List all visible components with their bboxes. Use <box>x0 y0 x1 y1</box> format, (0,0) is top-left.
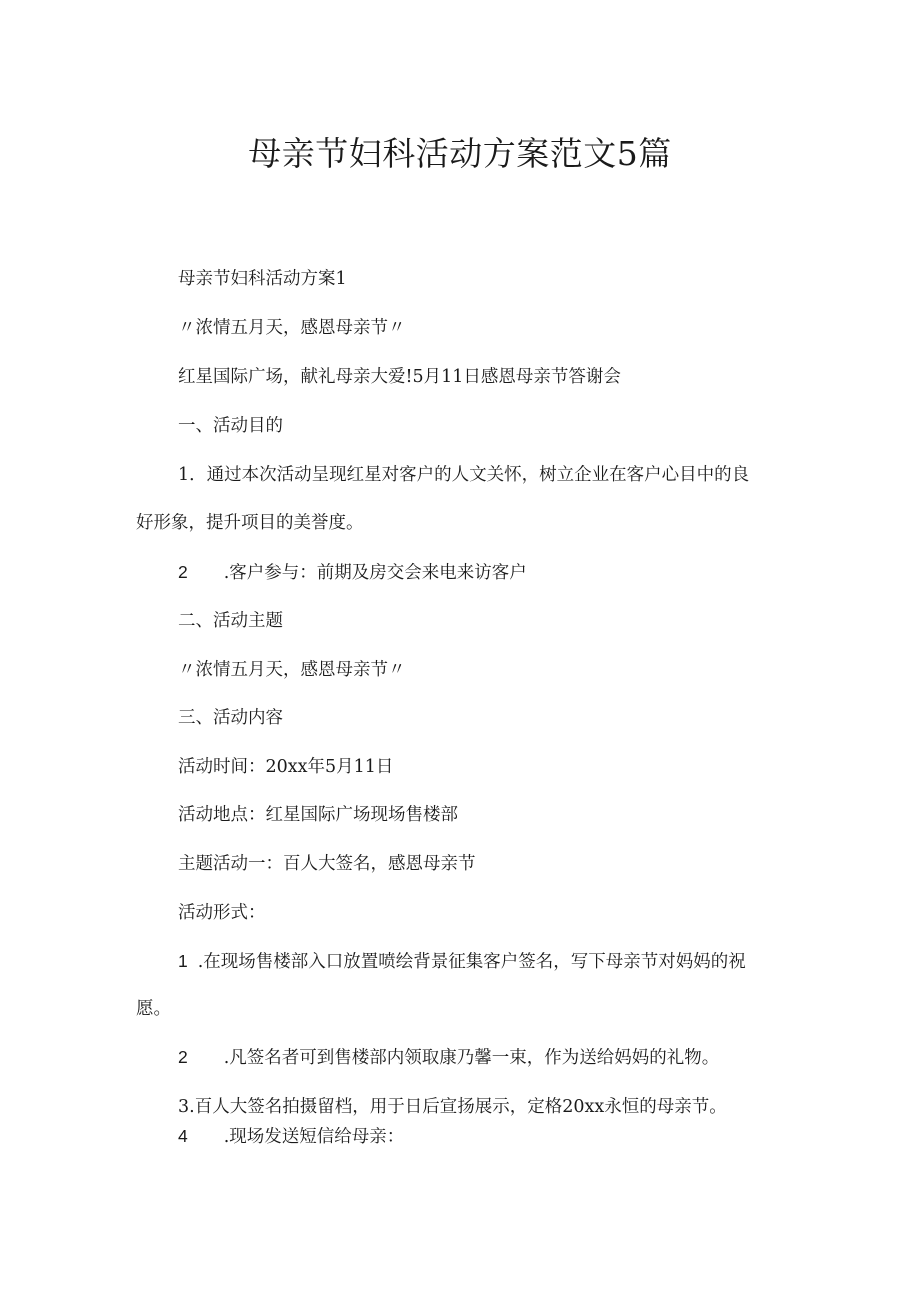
form-item-3: 3.百人大签名拍摄留档，用于日后宣扬展示，定格20xx永恒的母亲节。 <box>178 1097 727 1117</box>
heading-content: 三、活动内容 <box>178 708 283 728</box>
item-number: 2 <box>178 562 188 582</box>
form-item-1-continued: 愿。 <box>136 999 171 1019</box>
theme-activity-one: 主题活动一：百人大签名，感恩母亲节 <box>178 854 476 874</box>
theme-slogan: 〃浓情五月天，感恩母亲节〃 <box>178 660 406 680</box>
event-time: 活动时间：20xx年5月11日 <box>178 757 394 777</box>
event-location: 活动地点：红星国际广场现场售楼部 <box>178 805 458 825</box>
item-number: 1 <box>178 951 188 971</box>
purpose-item-2 <box>178 559 527 586</box>
section-heading: 母亲节妇科活动方案1 <box>178 269 347 289</box>
form-item-4 <box>178 1123 404 1150</box>
item-text: .凡签名者可到售楼部内领取康乃馨一束，作为送给妈妈的礼物。 <box>223 1048 720 1068</box>
heading-theme: 二、活动主题 <box>178 611 283 631</box>
activity-form-label: 活动形式： <box>178 903 266 923</box>
form-item-2 <box>178 1044 719 1071</box>
purpose-item-1: 1．通过本次活动呈现红星对客户的人文关怀，树立企业在客户心目中的良 <box>178 465 750 485</box>
heading-purpose: 一、活动目的 <box>178 416 283 436</box>
item-number: 4 <box>178 1126 188 1146</box>
purpose-item-1-continued: 好形象，提升项目的美誉度。 <box>136 513 364 533</box>
item-text: .在现场售楼部入口放置喷绘背景征集客户签名，写下母亲节对妈妈的祝 <box>197 952 746 972</box>
form-item-1 <box>178 948 746 975</box>
item-text: .现场发送短信给母亲： <box>223 1127 405 1147</box>
event-intro-line: 红星国际广场，献礼母亲大爱!5月11日感恩母亲节答谢会 <box>178 367 621 387</box>
slogan-line: 〃浓情五月天，感恩母亲节〃 <box>178 318 406 338</box>
item-text: .客户参与：前期及房交会来电来访客户 <box>223 563 527 583</box>
document-title: 母亲节妇科活动方案范文5篇 <box>248 134 672 173</box>
item-number: 2 <box>178 1047 188 1067</box>
